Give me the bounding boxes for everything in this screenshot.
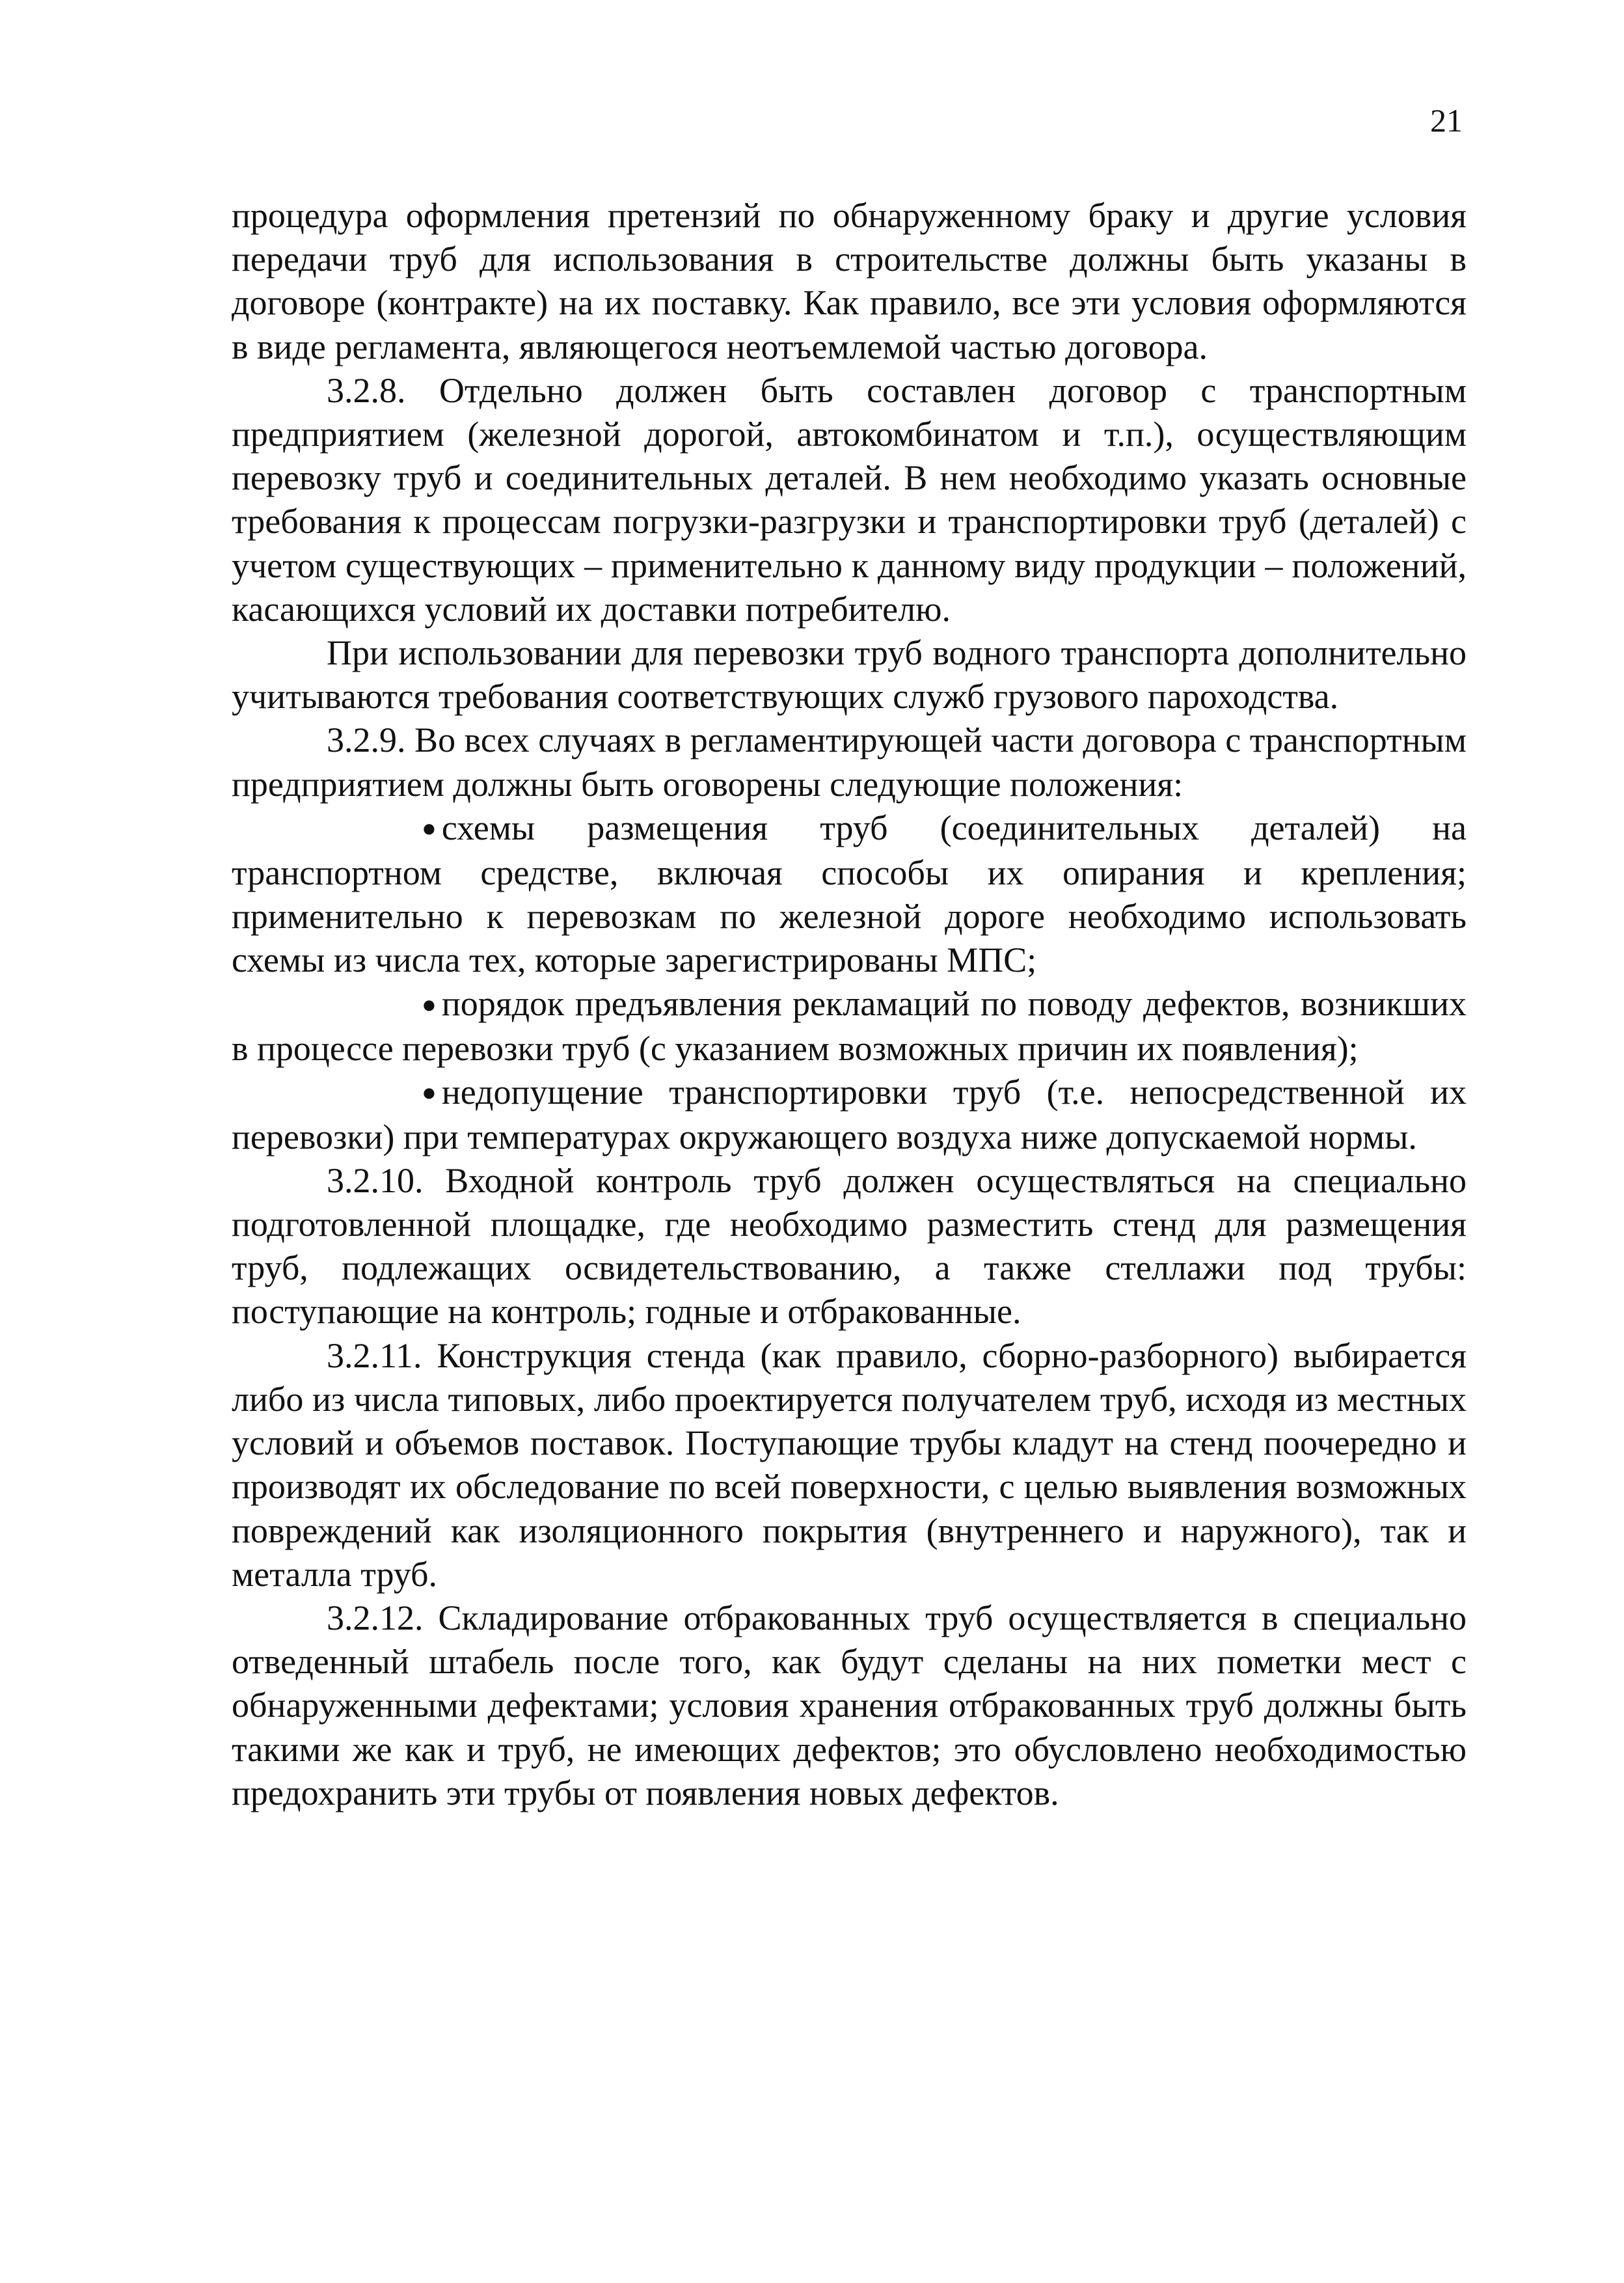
paragraph-continuation: процедура оформления претензий по обнаруженному браку и другие условия передачи труб для использования в строительстве должны быть указаны в договоре (контракте) на их поставку. Как правило, все эти условия оформляются в виде регламента, являющегося неотъемлемой частью договора. [232, 196, 1467, 366]
paragraph-3-2-11: 3.2.11. Конструкция стенда (как правило, сборно-разборного) выбирается либо из числа типовых, либо проектируется получателем труб, исходя из местных условий и объемов поставок. Поступающие трубы кладут на стенд поочередно и производят их обследование по всей поверхности, с целью выявления возможных повреждений как изоляционного покрытия (внутреннего и наружного), так и металла труб. [232, 1335, 1467, 1594]
page-number: 21 [1430, 102, 1463, 139]
bullet-item-claims [232, 982, 1467, 1071]
bullet-icon: ● [422, 991, 437, 1018]
paragraph-3-2-9: 3.2.9. Во всех случаях в регламентирующей части договора с транспортным предприятием должны быть оговорены следующие положения: [232, 720, 1467, 804]
bullet-item-temperature [232, 1071, 1467, 1159]
paragraph-3-2-8: 3.2.8. Отдельно должен быть составлен договор с транспортным предприятием (железной дорогой, автокомбинатом и т.п.), осуществляющим перевозку труб и соединительных деталей. В нем необходимо указать основные требования к процессам погрузки-разгрузки и транспортировки труб (деталей) с учетом существующих – применительно к данному виду продукции – положений, касающихся условий их доставки потребителю. [232, 370, 1467, 629]
bullet-item-text: схемы размещения труб (соединительных деталей) на транспортном средстве, включая способы их опирания и крепления; применительно к перевозкам по железной дороге необходимо использовать схемы из числа тех, которые зарегистрированы МПС; [232, 808, 1467, 979]
bullet-item-schemes [232, 806, 1467, 982]
document-body [232, 194, 1467, 1815]
paragraph-3-2-12: 3.2.12. Складирование отбракованных труб осуществляется в специально отведенный штабель после того, как будут сделаны на них пометки мест с обнаруженными дефектами; условия хранения отбракованных труб должны быть такими же как и труб, не имеющих дефектов; это обусловлено необходимостью предохранить эти трубы от появления новых дефектов. [232, 1598, 1467, 1812]
bullet-item-text: порядок предъявления рекламаций по поводу дефектов, возникших в процессе перевозки труб (с указанием возможных причин их появления); [232, 984, 1467, 1068]
bullet-item-text: недопущение транспортировки труб (т.е. непосредственной их перевозки) при температурах окружающего воздуха ниже допускаемой нормы. [232, 1073, 1467, 1156]
bullet-icon: ● [422, 815, 437, 843]
paragraph-3-2-10: 3.2.10. Входной контроль труб должен осуществляться на специально подготовленной площадке, где необходимо разместить стенд для размещения труб, подлежащих освидетельствованию, а также стеллажи под трубы: поступающие на контроль; годные и отбракованные. [232, 1160, 1467, 1332]
bullet-icon: ● [422, 1079, 437, 1107]
paragraph-water-transport: При использовании для перевозки труб водного транспорта дополнительно учитываются требования соответствующих служб грузового пароходства. [232, 633, 1467, 717]
